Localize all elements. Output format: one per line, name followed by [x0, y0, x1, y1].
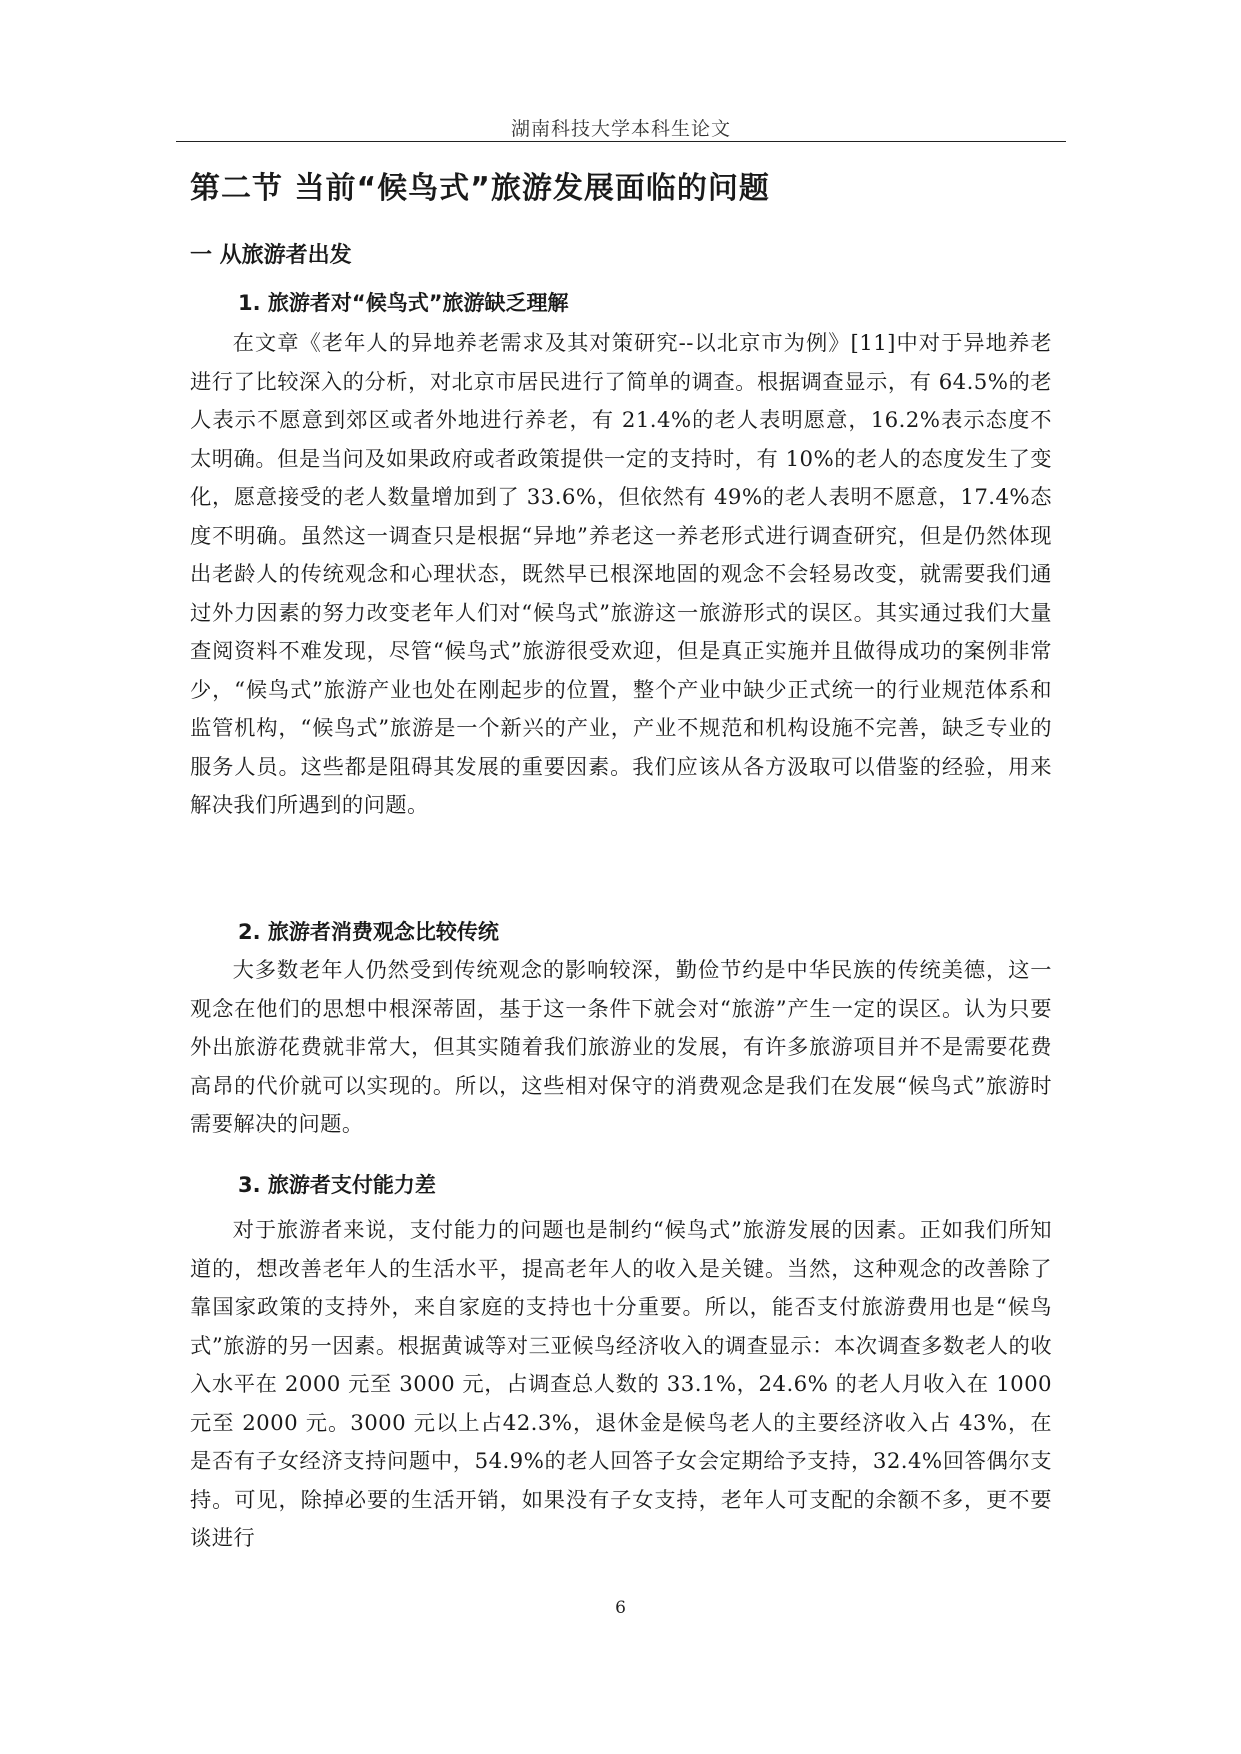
header-divider [176, 141, 1066, 142]
paragraph-1: 在文章《老年人的异地养老需求及其对策研究--以北京市为例》[11]中对于异地养老进行了比较深入的分析，对北京市居民进行了简单的调查。根据调查显示，有 64.5%的老人表示不愿意到郊区或者外地进行养老，有 21.4%的老人表明愿意，16.2%表示态度不太明确。但是当问及如果政府或者政策提供一定的支持时，有 10%的老人的态度发生了变化，愿意接受的老人数量增加到了 33.6%，但依然有 49%的老人表明不愿意，17.4%态度不明确。虽然这一调查只是根据“异地”养老这一养老形式进行调查研究，但是仍然体现出老龄人的传统观念和心理状态，既然早已根深地固的观念不会轻易改变，就需要我们通过外力因素的努力改变老年人们对“候鸟式”旅游这一旅游形式的误区。其实通过我们大量查阅资料不难发现，尽管“候鸟式”旅游很受欢迎，但是真正实施并且做得成功的案例非常少，“候鸟式”旅游产业也处在刚起步的位置，整个产业中缺少正式统一的行业规范体系和监管机构，“候鸟式”旅游是一个新兴的产业，产业不规范和机构设施不完善，缺乏专业的服务人员。这些都是阻碍其发展的重要因素。我们应该从各方汲取可以借鉴的经验，用来解决我们所遇到的问题。 [190, 331, 1052, 818]
item-heading-2: 2. 旅游者消费观念比较传统 [238, 920, 499, 944]
running-header: 湖南科技大学本科生论文 [510, 118, 731, 140]
section-title: 第二节 当前“候鸟式”旅游发展面临的问题 [190, 171, 770, 206]
subsection-title: 一 从旅游者出发 [190, 243, 352, 268]
page-number: 6 [615, 1598, 626, 1618]
item-heading-3: 3. 旅游者支付能力差 [238, 1173, 436, 1197]
paragraph-3: 对于旅游者来说，支付能力的问题也是制约“候鸟式”旅游发展的因素。正如我们所知道的，想改善老年人的生活水平，提高老年人的收入是关键。当然，这种观念的改善除了靠国家政策的支持外，来自家庭的支持也十分重要。所以，能否支付旅游费用也是“候鸟式”旅游的另一因素。根据黄诚等对三亚候鸟经济收入的调查显示：本次调查多数老人的收入水平在 2000 元至 3000 元，占调查总人数的 33.1%，24.6% 的老人月收入在 1000 元至 2000 元。3000 元以上占42.3%，退休金是候鸟老人的主要经济收入占 43%，在是否有子女经济支持问题中，54.9%的老人回答子女会定期给予支持，32.4%回答偶尔支持。可见，除掉必要的生活开销，如果没有子女支持，老年人可支配的余额不多，更不要谈进行 [190, 1218, 1052, 1551]
paragraph-2: 大多数老年人仍然受到传统观念的影响较深，勤俭节约是中华民族的传统美德，这一观念在他们的思想中根深蒂固，基于这一条件下就会对“旅游”产生一定的误区。认为只要外出旅游花费就非常大，但其实随着我们旅游业的发展，有许多旅游项目并不是需要花费高昂的代价就可以实现的。所以，这些相对保守的消费观念是我们在发展“候鸟式”旅游时需要解决的问题。 [190, 958, 1052, 1137]
item-heading-1: 1. 旅游者对“候鸟式”旅游缺乏理解 [238, 291, 569, 315]
